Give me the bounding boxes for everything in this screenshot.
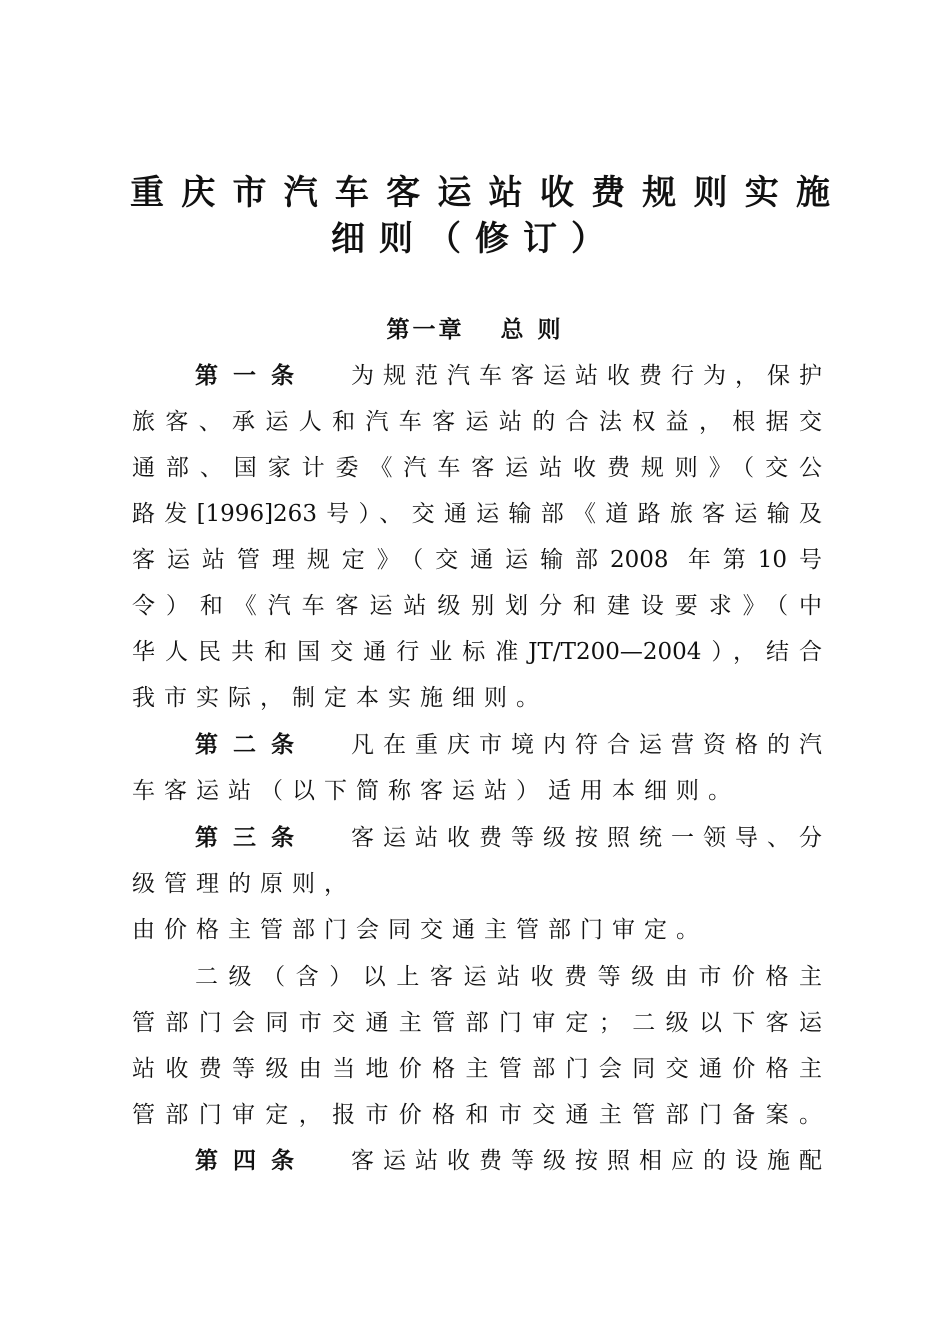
article-1-line: 路发[1996]263号）、交通运输部《道路旅客运输及 bbox=[132, 501, 822, 527]
article-1-line: 旅客、承运人和汽车客运站的合法权益，根据交 bbox=[132, 409, 822, 435]
article-2-line: 车客运站（以下简称客运站）适用本细则。 bbox=[132, 778, 740, 804]
chapter-title: 总 则 bbox=[500, 317, 564, 343]
article-3-line: 级管理的原则， bbox=[132, 871, 356, 897]
article-3-para-2-line: 二级（含）以上客运站收费等级由市价格主 bbox=[195, 964, 822, 990]
article-2-label: 第二条 bbox=[195, 732, 309, 758]
article-3-para-2-line: 管部门审定，报市价格和市交通主管部门备案。 bbox=[132, 1102, 822, 1128]
article-3-label: 第三条 bbox=[195, 825, 309, 851]
article-1-label: 第一条 bbox=[195, 363, 309, 389]
article-3-para-2-line: 管部门会同市交通主管部门审定；二级以下客运 bbox=[132, 1010, 822, 1036]
chapter-heading bbox=[0, 310, 950, 350]
chapter-label: 第一章 bbox=[386, 317, 465, 343]
article-1-line: 客运站管理规定》（交通运输部2008 年第10号 bbox=[132, 547, 822, 573]
article-1-line: 令）和《汽车客运站级别划分和建设要求》（中 bbox=[132, 593, 822, 619]
article-1-line: 第一条 为规范汽车客运站收费行为，保护 bbox=[195, 363, 822, 389]
article-3-para-2-line: 站收费等级由当地价格主管部门会同交通价格主 bbox=[132, 1056, 822, 1082]
article-2-line: 第二条 凡在重庆市境内符合运营资格的汽 bbox=[195, 732, 822, 758]
article-4-label: 第四条 bbox=[195, 1148, 309, 1174]
article-1-line: 通部、国家计委《汽车客运站收费规则》（交公 bbox=[132, 455, 822, 481]
article-3-line: 由价格主管部门会同交通主管部门审定。 bbox=[132, 917, 708, 943]
document-title-line-1: 重庆市汽车客运站收费规则实施 bbox=[130, 173, 830, 213]
article-3-line: 第三条 客运站收费等级按照统一领导、分 bbox=[195, 825, 822, 851]
article-4-line: 第四条 客运站收费等级按照相应的设施配 bbox=[195, 1148, 822, 1174]
article-1-line: 华人民共和国交通行业标准JT/T200—2004），结合 bbox=[132, 639, 822, 665]
article-1-line: 我市实际，制定本实施细则。 bbox=[132, 685, 548, 711]
document-title-line-2: 细则（修订） bbox=[331, 219, 619, 259]
